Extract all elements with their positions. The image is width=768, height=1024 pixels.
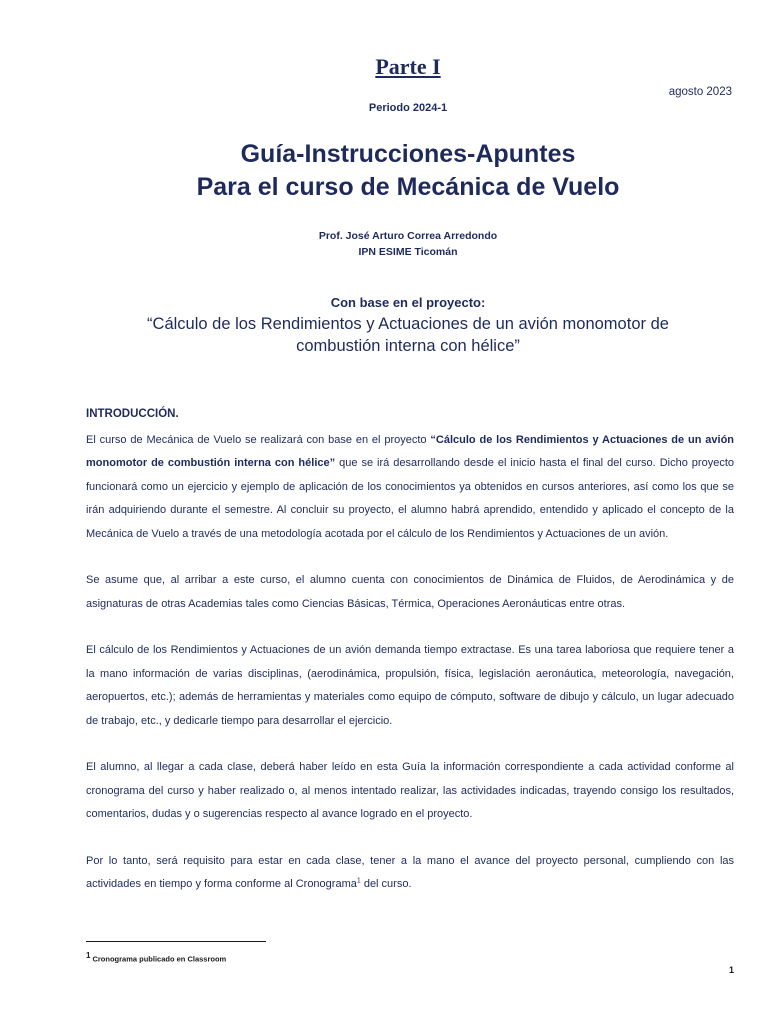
project-title-line2: combustión interna con hélice” (296, 337, 520, 355)
project-title-line1: “Cálculo de los Rendimientos y Actuaciones de un avión monomotor de (147, 315, 669, 333)
paragraph-1-project-title: “Cálculo de los Rendimientos y Actuaciones de un avión monomotor de combustión interna con hélice” (86, 433, 735, 469)
paragraph-5-text-a: Por lo tanto, será requisito para estar en cada clase, tener a la mano el avance del proyecto personal, cumpliendo con las actividades en tiempo y forma conforme al Cronograma (86, 854, 734, 890)
footnote-marker: 1 (86, 951, 91, 960)
page-number: 1 (728, 965, 734, 975)
period-label: Periodo 2024-1 (368, 102, 448, 114)
footnote-reference[interactable]: 1 (356, 877, 361, 885)
main-title (0, 138, 768, 204)
main-title-line1: Guía-Instrucciones-Apuntes (240, 140, 576, 168)
section-heading: INTRODUCCIÓN. (86, 408, 179, 420)
paragraph-1 (86, 429, 734, 547)
paragraph-1-text-a: El curso de Mecánica de Vuelo se realizará con base en el proyecto (86, 433, 431, 446)
paragraph-1-text-c: que se irá desarrollando desde el inicio hasta el final del curso. Dicho proyecto funcionará como un ejercicio y ejemplo de aplicación de los conocimientos ya obtenidos en cursos anteriores, así como los que se irán adquiriendo durante el semestre. Al concluir su proyecto, el alumno habrá aprendido, entendido y aplicado el concepto de la Mecánica de Vuelo a través de una metodología acotada por el cálculo de los Rendimientos y Actuaciones de un avión. (86, 457, 734, 540)
footnote-text: Cronograma publicado en Classroom (92, 954, 227, 964)
paragraph-2: Se asume que, al arribar a este curso, el alumno cuenta con conocimientos de Dinámica de Fluidos, de Aerodinámica y de asignaturas de otras Academias tales como Ciencias Básicas, Térmica, Operaciones Aeronáuticas entre otras. (86, 574, 734, 610)
main-title-line2: Para el curso de Mecánica de Vuelo (196, 173, 620, 201)
paragraph-4: El alumno, al llegar a cada clase, deberá haber leído en esta Guía la información correspondiente a cada actividad conforme al cronograma del curso y haber realizado o, al menos intentado realizar, las actividades indicadas, trayendo consigo los resultados, comentarios, dudas y o sugerencias respecto al avance logrado en el proyecto. (86, 761, 734, 820)
footnote-divider (86, 941, 266, 942)
author-name: Prof. José Arturo Correa Arredondo (318, 230, 498, 242)
author-block (0, 228, 768, 260)
paragraph-5-text-b: del curso. (360, 878, 412, 890)
document-date: agosto 2023 (668, 86, 732, 98)
paragraph-3: El cálculo de los Rendimientos y Actuaciones de un avión demanda tiempo extractase. Es una tarea laboriosa que requiere tener a la mano información de varias disciplinas, (aerodinámica, propulsión, física, legislación aeronáutica, meteorología, navegación, aeropuertos, etc.); además de herramientas y materiales como equipo de cómputo, software de dibujo y cálculo, un lugar adecuado de trabajo, etc., y dedicarle tiempo para desarrollar el ejercicio. (86, 644, 734, 727)
part-title: Parte I (375, 54, 441, 79)
introduction-section (86, 403, 734, 920)
project-intro: Con base en el proyecto: (330, 295, 486, 310)
project-title (0, 313, 768, 357)
paragraph-5 (86, 850, 734, 897)
author-institution: IPN ESIME Ticomán (358, 246, 458, 258)
footnote (86, 951, 226, 964)
